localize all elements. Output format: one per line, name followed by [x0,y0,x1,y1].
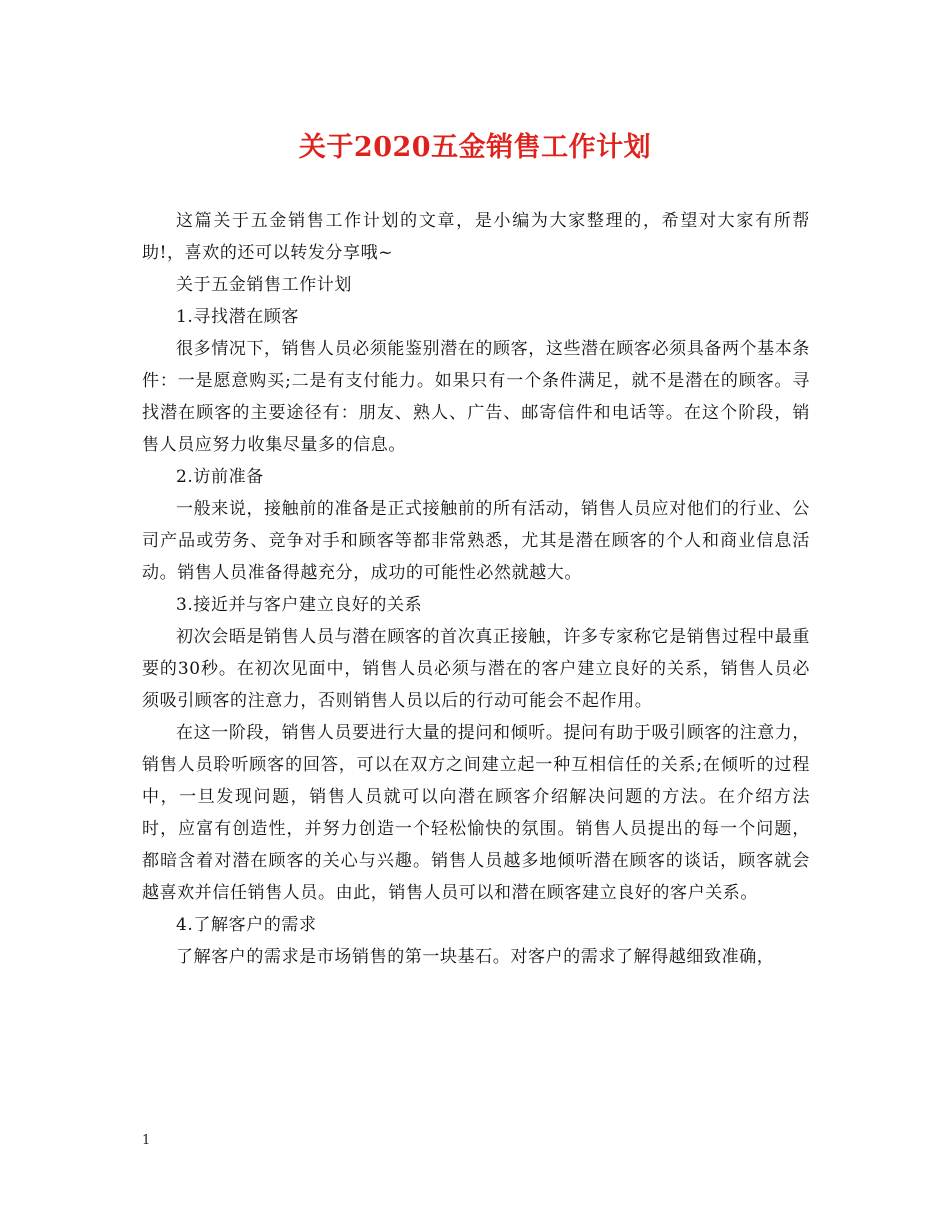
section-heading-3: 3.接近并与客户建立良好的关系 [176,595,423,615]
paragraph-subtitle: 关于五金销售工作计划 [176,275,352,295]
paragraph-section-3b: 在这一阶段，销售人员要进行大量的提问和倾听。提问有助于吸引顾客的注意力，销售人员聆听顾客的回答，可以在双方之间建立起一种互相信任的关系;在倾听的过程中，一旦发现问题，销售人员就可以向潜在顾客介绍解决问题的方法。在介绍方法时，应富有创造性，并努力创造一个轻松愉快的氛围。销售人员提出的每一个问题，都暗含着对潜在顾客的关心与兴趣。销售人员越多地倾听潜在顾客的谈话，顾客就会越喜欢并信任销售人员。由此，销售人员可以和潜在顾客建立良好的客户关系。 [142,723,810,903]
section-heading-1: 1.寻找潜在顾客 [176,307,300,327]
paragraph-section-1: 很多情况下，销售人员必须能鉴别潜在的顾客，这些潜在顾客必须具备两个基本条件：一是愿意购买;二是有支付能力。如果只有一个条件满足，就不是潜在的顾客。寻找潜在顾客的主要途径有：朋友、熟人、广告、邮寄信件和电话等。在这个阶段，销售人员应努力收集尽量多的信息。 [142,339,810,455]
paragraph-section-3a: 初次会晤是销售人员与潜在顾客的首次真正接触，许多专家称它是销售过程中最重要的30秒。在初次见面中，销售人员必须与潜在的客户建立良好的关系，销售人员必须吸引顾客的注意力，否则销售人员以后的行动可能会不起作用。 [142,627,810,711]
section-heading-2: 2.访前准备 [176,467,264,487]
paragraph-section-4: 了解客户的需求是市场销售的第一块基石。对客户的需求了解得越细致准确， [176,947,775,967]
document-title: 关于2020五金销售工作计划 [298,132,652,163]
page-number: 1 [142,1133,151,1148]
paragraph-intro: 这篇关于五金销售工作计划的文章，是小编为大家整理的，希望对大家有所帮助!，喜欢的还可以转发分享哦~ [142,211,810,263]
paragraph-section-2: 一般来说，接触前的准备是正式接触前的所有活动，销售人员应对他们的行业、公司产品或劳务、竞争对手和顾客等都非常熟悉，尤其是潜在顾客的个人和商业信息活动。销售人员准备得越充分，成功的可能性必然就越大。 [142,499,810,583]
document-body [142,205,810,973]
section-heading-4: 4.了解客户的需求 [176,915,317,935]
